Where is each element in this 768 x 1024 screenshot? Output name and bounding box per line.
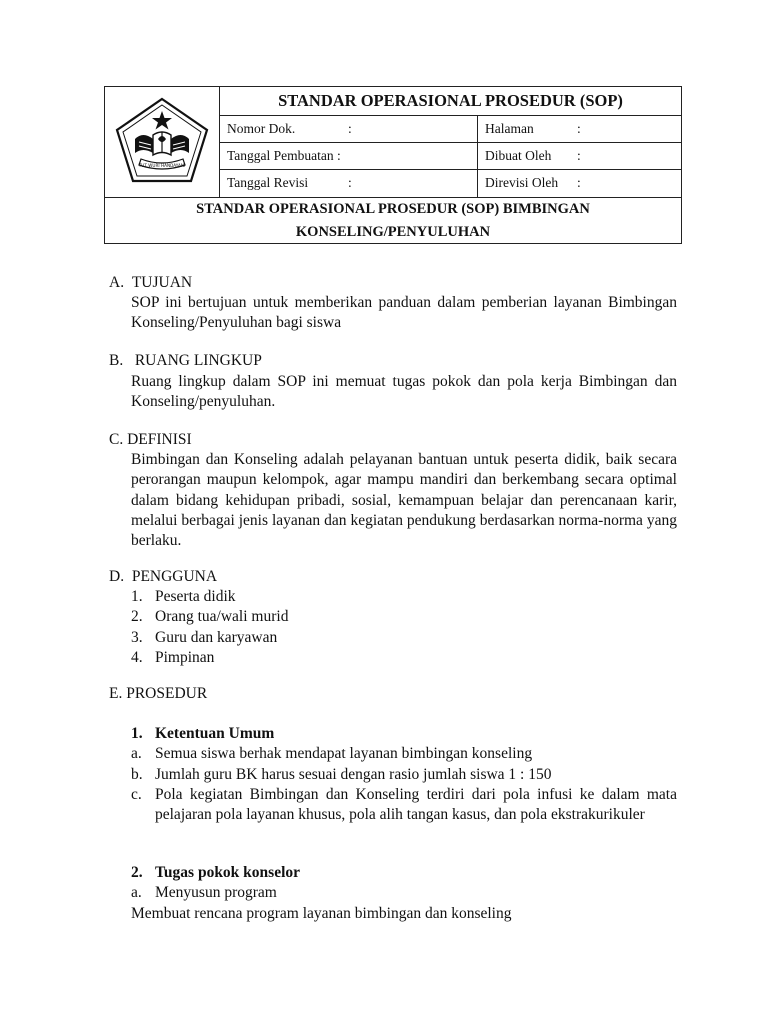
- tugas-pokok-block: [131, 863, 677, 924]
- list-item-text: Menyusun program: [155, 884, 277, 902]
- logo-ribbon-text: TUT WURI HANDAYANI: [138, 163, 186, 168]
- info-row-2: [220, 143, 681, 170]
- nomor-dok-colon: :: [348, 121, 352, 136]
- list-item-text: Pimpinan: [155, 648, 215, 666]
- list-marker: b.: [131, 765, 143, 783]
- list-item-text: Jumlah guru BK harus sesuai dengan rasio jumlah siswa 1 : 150: [155, 765, 552, 783]
- list-marker: 3.: [131, 628, 143, 646]
- sop-subtitle: [105, 197, 681, 243]
- list-marker: 1.: [131, 588, 143, 605]
- sop-subtitle-line-2: KONSELING/PENYULUHAN: [295, 224, 491, 240]
- list-marker: c.: [131, 785, 142, 803]
- list-marker: 2.: [131, 864, 143, 881]
- nomor-dok-label: Nomor Dok.: [227, 121, 296, 136]
- list-item: [131, 607, 677, 627]
- tanggal-revisi-label: Tanggal Revisi: [227, 175, 309, 190]
- list-marker: a.: [131, 745, 142, 763]
- halaman-label: Halaman: [485, 121, 534, 136]
- list-item: [131, 648, 677, 668]
- sop-title: STANDAR OPERASIONAL PROSEDUR (SOP): [220, 87, 681, 116]
- tanggal-pembuatan-label: Tanggal Pembuatan :: [227, 148, 341, 163]
- tanggal-revisi-colon: :: [348, 175, 352, 190]
- list-item: [131, 785, 677, 826]
- sop-subtitle-line-1: STANDAR OPERASIONAL PROSEDUR (SOP) BIMBINGAN: [196, 201, 590, 217]
- trailing-text: Membuat rencana program layanan bimbingan dan konseling: [131, 904, 512, 922]
- list-item-text: Semua siswa berhak mendapat layanan bimbingan konseling: [155, 745, 533, 763]
- section-a-text: SOP ini bertujuan untuk memberikan panduan dalam pemberian layanan Bimbingan Konseling/Penyuluhan bagi siswa: [131, 294, 677, 332]
- list-item-text: Orang tua/wali murid: [155, 608, 289, 626]
- subsection-title: Ketentuan Umum: [155, 725, 275, 742]
- list-item: [131, 883, 677, 903]
- section-b-text: Ruang lingkup dalam SOP ini memuat tugas pokok dan pola kerja Bimbingan dan Konseling/penyuluhan.: [131, 373, 677, 411]
- direvisi-oleh-label: Direvisi Oleh: [485, 175, 559, 190]
- list-item: [131, 744, 677, 764]
- list-item: [131, 587, 677, 607]
- list-item: [131, 765, 677, 785]
- section-a-heading: A. TUJUAN: [109, 274, 193, 291]
- list-item-text: Pola kegiatan Bimbingan dan Konseling terdiri dari pola infusi ke dalam mata pelajaran pola layanan khusus, pola alih tangan kasus, dan pola ekstrakurikuler: [155, 785, 677, 824]
- tut-wuri-handayani-logo-icon: [113, 95, 211, 187]
- list-marker: 4.: [131, 648, 143, 666]
- info-row-1: [220, 116, 681, 143]
- subsection-title: Tugas pokok konselor: [155, 864, 301, 881]
- list-item-text: Peserta didik: [155, 588, 236, 605]
- section-c-heading: C. DEFINISI: [109, 431, 192, 448]
- list-item-text: Guru dan karyawan: [155, 628, 278, 646]
- ketentuan-umum-block: [131, 724, 677, 825]
- dibuat-oleh-label: Dibuat Oleh: [485, 148, 552, 163]
- list-item: [131, 628, 677, 648]
- direvisi-oleh-colon: :: [577, 175, 581, 190]
- section-c-text: Bimbingan dan Konseling adalah pelayanan bantuan untuk peserta didik, baik secara perorangan maupun kelompok, agar mampu mandiri dan berkembang secara optimal dalam bidang kehidupan pribadi, sosial, kemampuan belajar dan perencanaan karir, melalui berbagai jenis layanan dan kegiatan pendukung berdasarkan norma-norma yang berlaku.: [131, 451, 677, 550]
- sop-header-table: [104, 86, 682, 244]
- list-marker: a.: [131, 884, 142, 902]
- logo-cell: [105, 87, 220, 197]
- dibuat-oleh-colon: :: [577, 148, 581, 163]
- halaman-colon: :: [577, 121, 581, 136]
- section-b-heading: B. RUANG LINGKUP: [109, 352, 262, 369]
- info-row-3: [220, 170, 681, 197]
- section-e-heading: E. PROSEDUR: [109, 685, 208, 702]
- list-marker: 1.: [131, 725, 143, 742]
- pengguna-list: [131, 587, 677, 668]
- list-marker: 2.: [131, 608, 143, 626]
- subsection-heading: [131, 863, 677, 883]
- subsection-heading: [131, 724, 677, 744]
- section-d-heading: D. PENGGUNA: [109, 568, 218, 585]
